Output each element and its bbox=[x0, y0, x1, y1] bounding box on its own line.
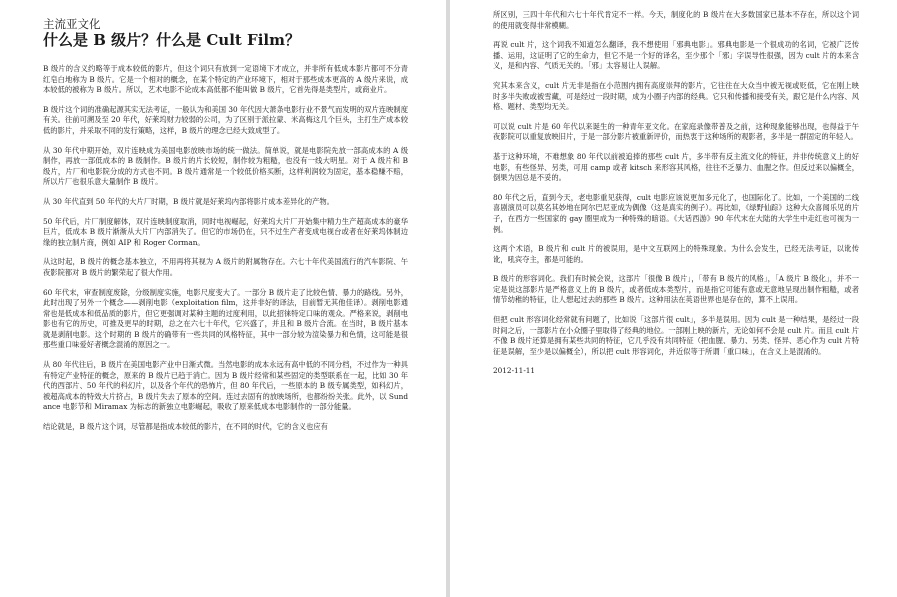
paragraph: B 级片的形容词化。我们有时候会说，这部片「很像 B 级片」，「带有 B 级片的风格」，「A 级片 B 级化」，并不一定是说这部影片是严格意义上的 B 级片，或者低成本类型片，而是指它可能有意或无意地呈现出制作粗糙，或者情节幼稚的特征，让人想起过去的那些 B 级片。这种用法在英语世界也是存在的，算不上误用。 bbox=[493, 274, 859, 305]
paragraph: 但把 cult 形容词化经常就有问题了，比如说「这部片很 cult」，多半是误用。因为 cult 是一种结果，是经过一段时间之后，一部影片在小众圈子里取得了经典的地位。一部刚上映的新片，无论如何不会是 cult 片。而且 cult 片不像 B 级片还算是拥有某些共同的特征，它几乎没有共同特征（把血腥、暴力、另类、怪异、恶心作为 cult 片特征是误解，至少是以偏概全），所以把 cult 形容词化，并近似等于所谓「重口味」，在含义上是混淆的。 bbox=[493, 315, 859, 356]
paragraph: 基于这种环境，不难想象 80 年代以前被追捧的那些 cult 片，多半带有反主流文化的特征，并非传统意义上的好电影，有些怪异、另类，可用 camp 或者 kitsch 来形容其风格，往往不乏暴力、血腥之作。但反过来以偏概全，倒果为因总是不妥的。 bbox=[493, 151, 859, 183]
paragraph: 从 30 年代中期开始，双片连映成为美国电影放映市场的统一做法。简单说，就是电影院先放一部高成本的 A 级制作，再放一部低成本的 B 级制作。B 级片的片长较短，制作较为粗糙，也没有一线大明星。对于 A 级片和 B 级片，片厂和电影院分成的方式也不同。B 级片通常是一个较低价格买断，这样利润较为固定，基本稳赚不赔，所以片厂也很乐意大量制作 B 级片。 bbox=[43, 145, 408, 187]
paragraph: 结论就是，B 级片这个词，尽管都是指成本较低的影片，在不同的时代，它的含义也应有 bbox=[43, 422, 328, 432]
paragraph: B 级片这个词的准确起源其实无法考证，一般认为和美国 30 年代因大萧条电影行业不景气而发明的双片连映制度有关。往前可溯及至 20 年代，好莱坞财力较弱的公司，为了区别于派拉蒙、米高梅这几个巨头，主打生产成本较低的影片，并采取不同的发行策略，这样，B 级片的理念已经大致成型了。 bbox=[43, 104, 408, 135]
paragraph: 80 年代之后，直到今天，老电影重见获得，cult 电影应该说更加多元化了，也国际化了。比如，一个美国的二线喜剧演员可以莫名其妙地在阿尔巴尼亚成为偶像（这是真实的例子）。再比如，《绿野仙踪》这种大众喜闻乐见的片子，在西方一些国家的 gay 圈里成为一种特殊的暗语。《大话西游》90 年代末在大陆的大学生中走红也可视为一例。 bbox=[493, 192, 859, 234]
paragraph: B 级片的含义约略等于成本较低的影片，但这个词只有放到一定语境下才成立，并非所有低成本影片都可不分青红皂白地称为 B 级片。它是一个相对的概念，在某个特定的产业环境下，相对于那些成本更高的 A 级片来说，成本较低的被称为 B 级片。所以，艺术电影不论成本高低都不能叫做 B 级片，它首先得是类型片，或商业片。 bbox=[43, 64, 408, 95]
paragraph: 从 80 年代往后，B 级片在美国电影产业中日渐式微。当然电影的成本永远有高中低的不同分档，不过作为一种具有特定产业特征的概念，原来的 B 级片已趋于消亡。因为 B 级片经常和某些固定的类型联系在一起，比如 30 年代的西部片、50 年代的科幻片，以及各个年代的恐怖片，但 80 年代后，一些原本的 B 级专属类型，如科幻片，被超高成本的特效大片挤占，B 级片失去了原本的空间。连过去固有的放映场所，也都纷纷关张。此外，以 Sundance 电影节和 Miramax 为标志的新独立电影崛起，吸收了原来低成本电影制作的一部分能量。 bbox=[43, 360, 408, 412]
category-label: 主流亚文化 bbox=[43, 17, 101, 31]
paragraph: 从 30 年代直到 50 年代的大片厂时期，B 级片就是好莱坞内部将影片成本差异化的产物。 bbox=[43, 196, 334, 206]
left-page bbox=[0, 0, 446, 597]
paragraph: 可以说 cult 片是 60 年代以来诞生的一种青年亚文化。在家庭录像带普及之前，这种现象能够出现，也得益于午夜影院可以重复放映旧片，于是一部分影片被重新评价，而热衷于这种场所的观影者，多半是一群固定的年轻人。 bbox=[493, 121, 859, 142]
right-page bbox=[450, 0, 897, 597]
paragraph: 所区别，三四十年代和六七十年代肯定不一样。今天，制度化的 B 级片在大多数国家已基本不存在，所以这个词的使用就变得非常模糊。 bbox=[493, 10, 859, 30]
paragraph: 60 年代末，审查制度废除，分级制度实施，电影尺度变大了。一部分 B 级片走了比较色情、暴力的路线。另外，此时出现了另外一个概念——剥削电影（exploitation film，这并非好的译法，目前暂无其他佳译）。剥削电影通常也是低成本和低品质的影片，但它更强调对某种主题的过度利用，以此招徕特定口味的观众。严格来说，剥削电影也有它的历史，可推及更早的时期，总之在六七十年代，它兴盛了，并且和 B 级片合流。在当时，B 级片基本就是剥削电影。这个时期的 B 级片的确带有一些共同的风格特征，其中一部分较为渲染暴力和色情，这可能是很那些重口味爱好者概念混淆的原因之一。 bbox=[43, 287, 408, 350]
paragraph: 50 年代后，片厂制度解体，双片连映制度取消，同时电视崛起，好莱坞大片厂开始集中精力生产超高成本的豪华巨片，低成本 B 级片渐渐从大片厂内部消失了。但它的市场仍在，只不过生产者变成电视台或者在好莱坞体制边缘的独立制片商，例如 AIP 和 Roger Corman。 bbox=[43, 216, 408, 247]
paragraph: 究其本来含义，cult 片无非是指在小范围内拥有高度崇拜的影片，它往往在大众当中被无视或贬低，它在刚上映时多半失败或被雪藏，可是经过一段时期，成为小圈子内部的经典。它只和传播和接受有关，跟它是什么内容、风格、题材、类型均无关。 bbox=[493, 80, 859, 112]
paragraph: 再说 cult 片，这个词我不知道怎么翻译，我不想使用「邪典电影」。邪典电影是一个很成功的名词，它被广泛传播、运用，这证明了它的生命力，但它不是一个好的译名，至少那个「邪」字误导性很强，因为 cult 片的本来含义，是和内容、气质无关的。「邪」太容易让人误解。 bbox=[493, 40, 859, 71]
paragraph: 这两个术语，B 级片和 cult 片的被误用，是中文互联网上的特殊现象。为什么会发生，已经无法考证，以讹传讹，吼宾夺主，都是可能的。 bbox=[493, 244, 859, 264]
publish-date: 2012-11-11 bbox=[493, 366, 536, 376]
article-title: 什么是 B 级片？什么是 Cult Film？ bbox=[43, 31, 300, 49]
paragraph: 从这时起，B 级片的概念基本独立，不用再将其视为 A 级片的附属物存在。六七十年代美国流行的汽车影院、午夜影院都对 B 级片的繁荣起了很大作用。 bbox=[43, 257, 408, 277]
